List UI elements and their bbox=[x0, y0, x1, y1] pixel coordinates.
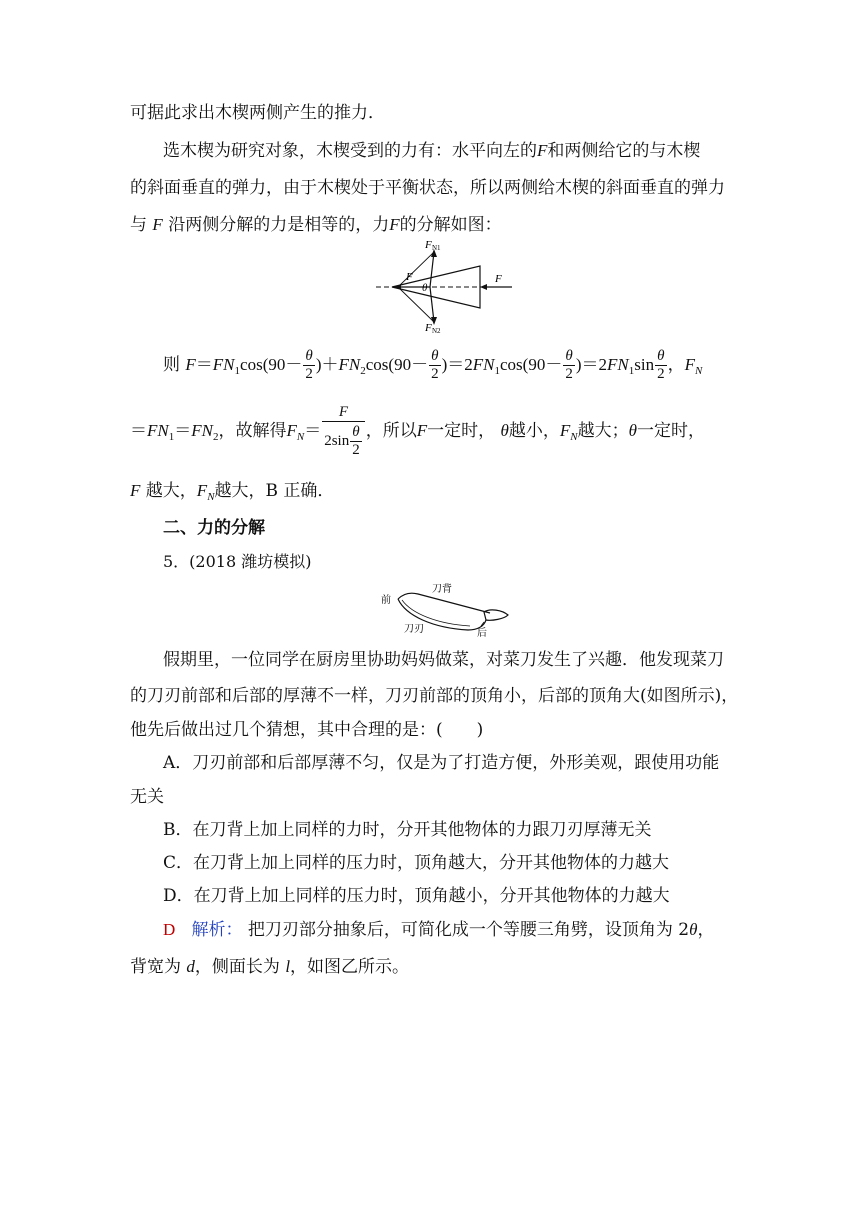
fraction-numerator: θ bbox=[657, 348, 665, 364]
math-expression: cos(90－ bbox=[365, 355, 429, 374]
fraction bbox=[322, 404, 365, 459]
math-symbol: F bbox=[196, 481, 208, 500]
fraction-numerator: θ bbox=[431, 348, 439, 364]
math-symbol: F bbox=[389, 215, 400, 234]
text-line bbox=[163, 139, 700, 163]
math-symbol: F bbox=[152, 215, 163, 234]
option-a-continued: 无关 bbox=[130, 787, 164, 807]
math-symbol: FN bbox=[472, 355, 495, 374]
math-symbol: l bbox=[285, 957, 291, 976]
math-expression: cos(90－ bbox=[500, 355, 563, 374]
math-operator: ＝ bbox=[304, 421, 322, 440]
kitchen-knife-diagram bbox=[378, 578, 528, 640]
fraction bbox=[350, 424, 362, 459]
paragraph-text: 一定时， bbox=[427, 421, 496, 441]
fraction-denominator: 2 bbox=[657, 366, 665, 382]
rear-label: 后 bbox=[477, 628, 487, 639]
fraction-numerator: F bbox=[338, 404, 349, 420]
paragraph-text: ，所以 bbox=[365, 421, 417, 441]
fraction-numerator: θ bbox=[352, 424, 360, 440]
knife-spine bbox=[398, 593, 490, 613]
applied-force-label: F bbox=[495, 273, 502, 285]
question-number: 5．(2018 潍坊模拟) bbox=[163, 552, 312, 571]
wedge-force-diagram bbox=[370, 238, 520, 336]
equation-line bbox=[163, 347, 702, 389]
question-text: 他先后做出过几个猜想，其中合理的是：( ) bbox=[130, 720, 484, 740]
theta-label: θ bbox=[422, 282, 428, 294]
paragraph-text: 可据此求出木楔两侧产生的推力． bbox=[130, 103, 385, 123]
math-operator: )＝2 bbox=[441, 355, 473, 374]
math-symbol: θ bbox=[689, 920, 698, 939]
math-subscript: N bbox=[207, 491, 215, 503]
option-b: B．在刀背上加上同样的力时，分开其他物体的力跟刀刃厚薄无关 bbox=[163, 820, 652, 840]
math-subscript: N bbox=[570, 431, 578, 443]
math-subscript: 2 bbox=[360, 365, 366, 377]
fraction-numerator: θ bbox=[305, 348, 313, 364]
math-symbol: F bbox=[537, 141, 548, 160]
option-d: D．在刀背上加上同样的压力时，顶角越小，分开其他物体的力越大 bbox=[163, 886, 670, 906]
text-line bbox=[130, 176, 725, 200]
math-operator: ＝ bbox=[130, 421, 147, 440]
answer-line bbox=[163, 918, 714, 942]
math-symbol: F bbox=[286, 421, 297, 440]
math-operator: )＋ bbox=[315, 355, 339, 374]
answer-letter: D bbox=[163, 920, 176, 939]
paragraph-text: 的分解如图： bbox=[399, 215, 502, 235]
math-subscript: 1 bbox=[628, 365, 635, 377]
section-heading: 二、力的分解 bbox=[163, 518, 265, 538]
option-a: A．刀刃前部和后部厚薄不匀，仅是为了打造方便，外形美观，跟使用功能 bbox=[163, 753, 720, 773]
math-symbol: θ bbox=[500, 421, 509, 440]
math-symbol: FN bbox=[607, 355, 629, 374]
question-text: 的刀刃前部和后部的厚薄不一样，刀刃前部的顶角小，后部的顶角大(如图所示)， bbox=[130, 686, 739, 706]
paragraph-text: 选木楔为研究对象，木楔受到的力有：水平向左的 bbox=[163, 141, 537, 161]
math-symbol: F bbox=[130, 481, 141, 500]
text-line bbox=[130, 479, 334, 509]
fraction bbox=[563, 348, 575, 383]
math-symbol: FN bbox=[191, 421, 213, 440]
fn2-subscript: N2 bbox=[432, 327, 441, 335]
math-function: sin bbox=[634, 355, 655, 374]
math-subscript: N bbox=[296, 431, 305, 443]
paragraph-text: 越大； bbox=[577, 421, 629, 441]
paragraph-text: 的斜面垂直的弹力，由于木楔处于平衡状态，所以两侧给木楔的斜面垂直的弹力 bbox=[130, 178, 725, 198]
fn2-label: F bbox=[425, 322, 432, 334]
fn2-vector bbox=[430, 287, 434, 322]
math-operator: )＝2 bbox=[575, 355, 607, 374]
paragraph-text: 沿两侧分解的力是相等的，力 bbox=[168, 215, 390, 235]
math-symbol: d bbox=[186, 957, 195, 976]
fn1-subscript: N1 bbox=[432, 244, 441, 252]
paragraph-text: 背宽为 bbox=[130, 957, 181, 977]
math-subscript: 1 bbox=[494, 365, 500, 377]
fraction-denominator: 2 bbox=[305, 366, 313, 382]
math-expression: cos(90－ bbox=[240, 355, 303, 374]
paragraph-text: 与 bbox=[130, 215, 147, 235]
math-symbol: FN bbox=[212, 355, 235, 374]
knife-bevel-line bbox=[402, 600, 470, 626]
paragraph-text: 越小， bbox=[508, 421, 560, 441]
analysis-label: 解析： bbox=[191, 920, 243, 940]
paragraph-text: 则 bbox=[163, 355, 180, 375]
math-symbol: F bbox=[416, 421, 428, 440]
paragraph-text: 把刀刃部分抽象后，可简化成一个等腰三角劈，设顶角为 2 bbox=[247, 920, 690, 940]
math-function: 2sin bbox=[324, 432, 350, 449]
math-symbol: F bbox=[185, 355, 196, 374]
math-symbol: FN bbox=[147, 421, 169, 440]
text-line bbox=[130, 213, 502, 237]
front-label: 前 bbox=[381, 595, 391, 606]
math-operator: ＝ bbox=[174, 421, 192, 440]
punctuation: ， bbox=[697, 920, 715, 940]
math-subscript: 2 bbox=[212, 431, 219, 443]
fraction-numerator: θ bbox=[565, 348, 573, 364]
fn2-arrowhead bbox=[431, 317, 437, 325]
math-subscript: 1 bbox=[234, 365, 241, 377]
fraction bbox=[303, 348, 315, 383]
paragraph-text: 一定时， bbox=[636, 421, 705, 441]
fn1-vector bbox=[430, 252, 434, 287]
math-symbol: θ bbox=[628, 421, 637, 440]
resultant-force-label: F bbox=[406, 271, 413, 283]
edge-label: 刀刃 bbox=[404, 624, 424, 635]
fraction bbox=[429, 348, 441, 383]
applied-force-arrowhead bbox=[480, 284, 487, 290]
math-symbol: FN bbox=[338, 355, 361, 374]
fn1-label: F bbox=[425, 239, 432, 251]
fraction-denominator bbox=[322, 421, 365, 459]
knife-handle bbox=[484, 610, 508, 620]
paragraph-text: 越大， bbox=[145, 481, 197, 501]
fraction-denominator: 2 bbox=[565, 366, 573, 382]
math-subscript: 1 bbox=[168, 431, 175, 443]
paragraph-text: ，侧面长为 bbox=[194, 957, 280, 977]
paragraph-text: 和两侧给它的与木楔 bbox=[547, 141, 701, 161]
math-symbol: F bbox=[559, 421, 571, 440]
question-text: 假期里，一位同学在厨房里协助妈妈做菜，对菜刀发生了兴趣．他发现菜刀 bbox=[163, 650, 724, 670]
paragraph-text: 越大，B 正确． bbox=[214, 481, 335, 501]
fraction-denominator: 2 bbox=[431, 366, 439, 382]
spine-label: 刀背 bbox=[432, 584, 452, 595]
text-line bbox=[130, 101, 385, 125]
math-operator: ＝ bbox=[195, 355, 213, 374]
math-subscript: N bbox=[694, 365, 703, 377]
option-c: C．在刀背上加上同样的压力时，顶角越大，分开其他物体的力越大 bbox=[163, 853, 670, 873]
equation-line bbox=[130, 404, 705, 459]
math-symbol: F bbox=[684, 355, 695, 374]
fraction bbox=[655, 348, 667, 383]
paragraph-text: ，故解得 bbox=[218, 421, 287, 441]
paragraph-text: ，如图乙所示。 bbox=[290, 957, 410, 977]
answer-line bbox=[130, 955, 409, 979]
fraction-denominator: 2 bbox=[352, 442, 360, 458]
punctuation: ， bbox=[667, 355, 685, 375]
